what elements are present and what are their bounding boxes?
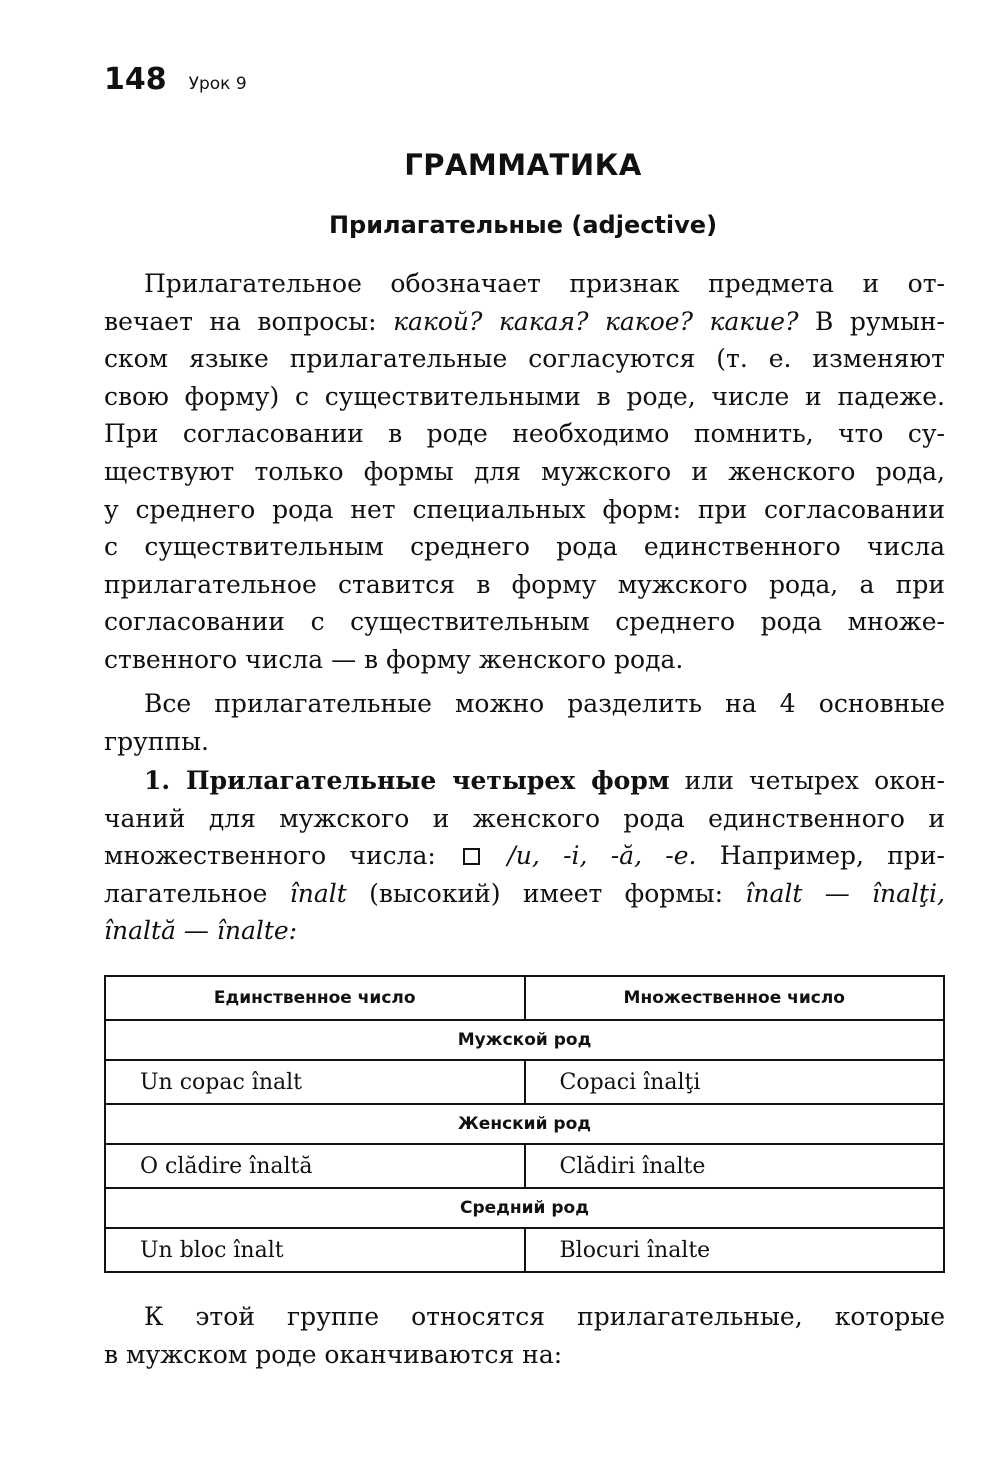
text-line: ственного числа — в форму женского рода. [104,644,684,674]
text-line: прилагательное ставится в форму мужского рода, а при [104,569,945,599]
question-words: какой? какая? какое? какие? [393,306,799,336]
text-line: При согласовании в роде необходимо помнить, что су- [104,419,945,449]
text-span: или четырех окон- [669,766,945,795]
paragraph-definition [104,265,945,679]
endings: /u, -i, -ă, -e. [507,841,697,871]
plural-cell: Copaci înalţi [525,1060,945,1104]
table-group-row [105,1020,944,1060]
paragraph-groups [104,685,945,760]
header-plural: Множественное число [525,976,945,1020]
text-span: вечает на вопросы: [104,306,394,336]
example-forms: înalt — înalţi, [745,878,945,908]
text-span: (высокий) имеет формы: [346,878,746,908]
text-line: с существительным среднего рода единственного числа [104,532,945,562]
text-line [104,875,945,913]
singular-cell: Un bloc înalt [105,1228,525,1272]
text-line: у среднего рода нет специальных форм: при согласовании [104,494,945,524]
paragraph-group-one [104,762,945,950]
group-heading: 1. Прилагательные четырех форм [144,766,670,795]
page-number: 148 [104,62,167,97]
text-line [104,912,945,950]
gender-label: Мужской род [105,1020,944,1060]
text-line [104,762,945,800]
gender-label: Средний род [105,1188,944,1228]
subsection-title: Прилагательные (adjective) [328,211,718,239]
text-line: в мужском роде оканчиваются на: [104,1339,563,1369]
singular-cell: Un copac înalt [105,1060,525,1104]
table-header-row [105,976,944,1020]
text-line: группы. [104,726,209,756]
header-singular: Единственное число [105,976,525,1020]
table-row [105,1144,944,1188]
table-row [105,1228,944,1272]
text-line: Прилагательное обозначает признак предмета и от- [144,269,945,298]
section-title: ГРАММАТИКА [404,148,642,182]
plural-cell: Clădiri înalte [525,1144,945,1188]
text-span: Например, при- [696,841,945,871]
page-header [104,62,247,97]
table-row [105,1060,944,1104]
example-word: înalt [289,878,347,908]
adjective-forms-table [104,975,945,1273]
text-span: множественного числа: [104,841,460,871]
text-line: чаний для мужского и женского рода единственного и [104,803,945,833]
text-line: ском языке прилагательные согласуются (т. е. изменяют [104,344,945,374]
table-group-row [105,1104,944,1144]
paragraph-group-endings [104,1298,945,1373]
text-line [104,837,945,875]
text-line: свою форму) с существительными в роде, числе и падеже. [104,381,945,411]
text-line [104,303,945,341]
text-line: Все прилагательные можно разделить на 4 основные [144,689,945,718]
singular-cell: O clădire înaltă [105,1144,525,1188]
plural-cell: Blocuri înalte [525,1228,945,1272]
example-forms: înaltă — înalte: [104,916,298,946]
empty-square-icon [463,848,480,865]
text-span: В румын- [798,306,945,336]
table-group-row [105,1188,944,1228]
gender-label: Женский род [105,1104,944,1144]
text-span: лагательное [104,878,290,908]
lesson-label: Урок 9 [188,74,247,94]
text-line: ществуют только формы для мужского и женского рода, [104,456,945,486]
text-line: согласовании с существительным среднего рода множе- [104,607,945,637]
text-line: К этой группе относятся прилагательные, которые [144,1302,945,1331]
